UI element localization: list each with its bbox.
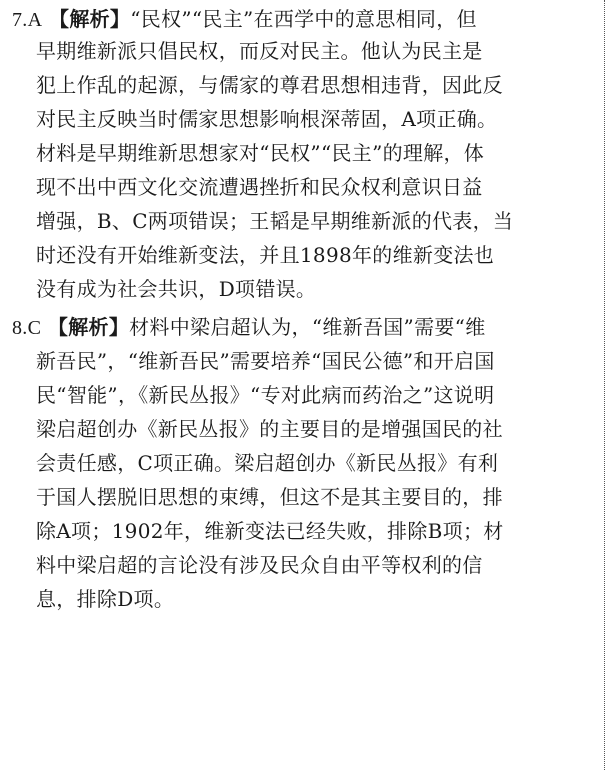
- item-7-first-line: [12, 6, 477, 33]
- text-line: “民权”“民主”在西学中的意思相同，但: [130, 7, 477, 31]
- text-line: 没有成为社会共识，D项错误。: [36, 277, 317, 301]
- item-number: 8.: [12, 317, 28, 339]
- text-line: 时还没有开始维新变法，并且1898年的维新变法也: [36, 243, 495, 267]
- answer-letter: C: [27, 317, 42, 339]
- margin-dotted-rule: [604, 0, 605, 770]
- item-number: 7.: [12, 9, 28, 31]
- item-8-first-line: [12, 314, 486, 341]
- text-line: 材料是早期维新思想家对“民权”“民主”的理解，体: [36, 141, 485, 165]
- text-line: 于国人摆脱旧思想的束缚，但这不是其主要目的，排: [36, 485, 503, 509]
- analysis-tag: 【解析】: [47, 315, 130, 339]
- analysis-tag: 【解析】: [49, 7, 131, 31]
- text-line: 会责任感，C项正确。梁启超创办《新民丛报》有利: [36, 451, 499, 475]
- text-line: 材料中梁启超认为，“维新吾国”需要“维: [129, 315, 486, 339]
- text-line: 增强，B、C两项错误；王韬是早期维新派的代表，当: [36, 209, 514, 233]
- text-line: 民“智能”，《新民丛报》“专对此病而药治之”这说明: [36, 383, 495, 407]
- text-line: 现不出中西文化交流遭遇挫折和民众权利意识日益: [36, 175, 483, 199]
- answer-letter: A: [27, 9, 43, 31]
- text-line: 犯上作乱的起源，与儒家的尊君思想相违背，因此反: [36, 73, 503, 97]
- text-line: 早期维新派只倡民权，而反对民主。他认为民主是: [36, 39, 483, 63]
- text-line: 料中梁启超的言论没有涉及民众自由平等权利的信: [36, 553, 483, 577]
- text-line: 对民主反映当时儒家思想影响根深蒂固，A项正确。: [36, 107, 498, 131]
- text-line: 梁启超创办《新民丛报》的主要目的是增强国民的社: [36, 417, 503, 441]
- text-line: 除A项；1902年，维新变法已经失败，排除B项；材: [36, 519, 504, 543]
- text-line: 新吾民”，“维新吾民”需要培养“国民公德”和开启国: [36, 349, 495, 373]
- text-line: 息，排除D项。: [36, 587, 175, 611]
